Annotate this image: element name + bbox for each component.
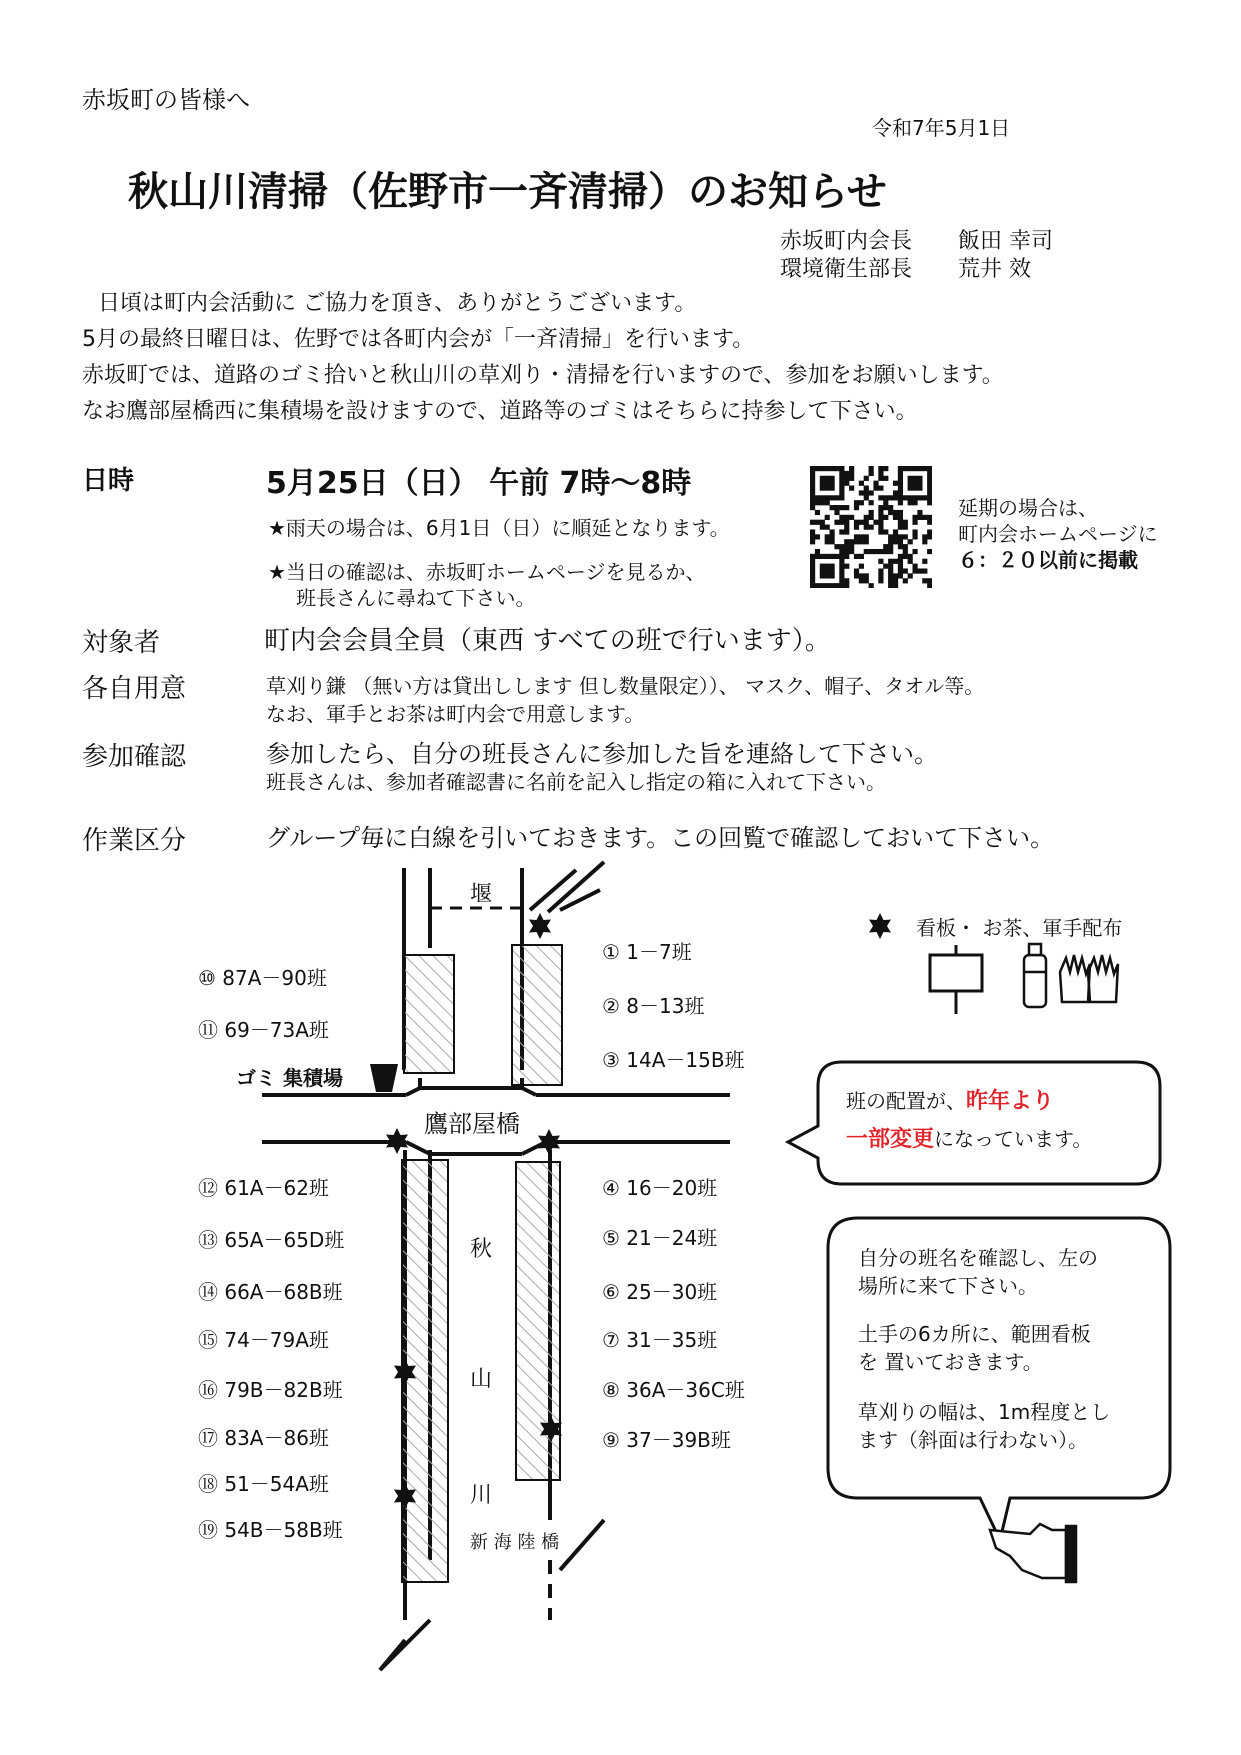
confirm-line-1: 参加したら、自分の班長さんに参加した旨を連絡して下さい。 [266,740,938,768]
group-13: ⑬ 65A－65D班 [198,1228,345,1252]
addressee: 赤坂町の皆様へ [82,86,250,114]
bubble1-line-1 [846,1084,1054,1115]
bubble2-line-5: 草刈りの幅は、1m程度とし [858,1400,1111,1424]
garbage-point-label: ゴミ 集積場 [236,1066,343,1090]
bridge-label: 鷹部屋橋 [424,1110,520,1138]
work-label: 作業区分 [82,826,187,856]
items-line-1: 草刈り鎌 （無い方は貸出しします 但し数量限定））、 マスク、帽子、タオル等。 [266,674,985,698]
group-15: ⑮ 74－79A班 [198,1328,329,1352]
pointing-hand-icon [990,1524,1076,1582]
intro-line-4: なお鷹部屋橋西に集積場を設けますので、道路等のゴミはそちらに持参して下さい。 [82,399,918,424]
rain-note: ★雨天の場合は、6月1日（日）に順延となります。 [268,516,730,540]
group-17: ⑰ 83A－86班 [198,1426,329,1450]
group-10: ⑩ 87A－90班 [198,966,327,990]
group-8: ⑧ 36A－36C班 [602,1378,745,1402]
weir-label: 堰 [470,882,493,907]
work-value: グループ毎に白線を引いておきます。この回覧で確認しておいて下さい。 [266,824,1055,852]
signer-2-name: 荒井 效 [958,257,1031,282]
group-16: ⑯ 79B－82B班 [198,1378,343,1402]
river-char-2: 山 [470,1367,493,1392]
group-18: ⑱ 51－54A班 [198,1472,329,1496]
target-value: 町内会会員全員（東西 すべての班で行います）。 [264,626,831,656]
confirm-label: 参加確認 [82,742,187,772]
group-12: ⑫ 61A－62班 [198,1176,329,1200]
bubble1-pre: 班の配置が、 [846,1089,966,1113]
schedule-value: 5月25日（日） 午前 7時～8時 [266,466,692,501]
new-bridge-label: 新 海 陸 橋 [470,1532,560,1553]
group-7: ⑦ 31－35班 [602,1328,718,1352]
group-3: ③ 14A－15B班 [602,1048,745,1072]
bubble1-line-2 [846,1122,1092,1153]
group-11: ⑪ 69－73A班 [198,1018,329,1042]
intro-line-1: 日頃は町内会活動に ご協力を頂き、ありがとうございます。 [98,291,697,316]
signer-1-role: 赤坂町内会長 [780,229,913,254]
bubble2-line-6: ます（斜面は行わない）。 [858,1428,1088,1452]
bubble1-highlight-2: 一部変更 [846,1127,935,1152]
signboard-icon [930,945,982,1014]
target-label: 対象者 [82,628,161,658]
bubble2-line-2: 場所に来て下さい。 [858,1274,1038,1298]
bubble2-line-4: を 置いておきます。 [858,1350,1043,1374]
intro-line-2: 5月の最終日曜日は、佐野では各町内会が「一斉清掃」を行います。 [82,327,755,352]
page-title: 秋山川清掃（佐野市一斉清掃）のお知らせ [128,169,887,215]
signer-2-role: 環境衛生部長 [780,257,913,282]
bubble1-post: になっています。 [934,1127,1093,1151]
schedule-label: 日時 [82,466,135,496]
signboard-star-icon [529,913,551,939]
group-4: ④ 16－20班 [602,1176,718,1200]
confirm-note-2: 班長さんに尋ねて下さい。 [296,586,536,610]
postpone-line-2: 町内会ホームページに [958,522,1158,546]
group-14: ⑭ 66A－68B班 [198,1280,343,1304]
group-2: ② 8－13班 [602,994,705,1018]
group-9: ⑨ 37－39B班 [602,1428,731,1452]
postpone-line-3: ６：２０以前に掲載 [958,548,1138,572]
group-5: ⑤ 21－24班 [602,1226,718,1250]
legend-label: 看板・ お茶、軍手配布 [916,916,1123,940]
legend-star-icon [869,913,891,939]
bubble2-line-3: 土手の6カ所に、範囲看板 [858,1322,1091,1346]
confirm-line-2: 班長さんは、参加者確認書に名前を記入し指定の箱に入れて下さい。 [266,770,886,794]
postpone-line-1: 延期の場合は、 [958,496,1098,520]
items-label: 各自用意 [82,674,187,704]
bottle-icon [1024,944,1046,1007]
issue-date: 令和7年5月1日 [872,116,1011,140]
garbage-bin-icon [370,1064,398,1092]
signer-1-name: 飯田 幸司 [958,229,1053,254]
group-1: ① 1－7班 [602,940,692,964]
gloves-icon [1060,955,1118,1002]
river-char-3: 川 [470,1483,493,1508]
group-6: ⑥ 25－30班 [602,1280,718,1304]
intro-line-3: 赤坂町では、道路のゴミ拾いと秋山川の草刈り・清掃を行いますので、参加をお願いします。 [82,363,1004,388]
bubble2-line-1: 自分の班名を確認し、左の [858,1246,1098,1270]
confirm-note: ★当日の確認は、赤坂町ホームページを見るか、 [268,560,706,584]
bubble1-highlight-1: 昨年より [966,1089,1055,1114]
items-line-2: なお、軍手とお茶は町内会で用意します。 [266,702,645,726]
group-19: ⑲ 54B－58B班 [198,1518,343,1542]
river-char-1: 秋 [470,1237,493,1262]
